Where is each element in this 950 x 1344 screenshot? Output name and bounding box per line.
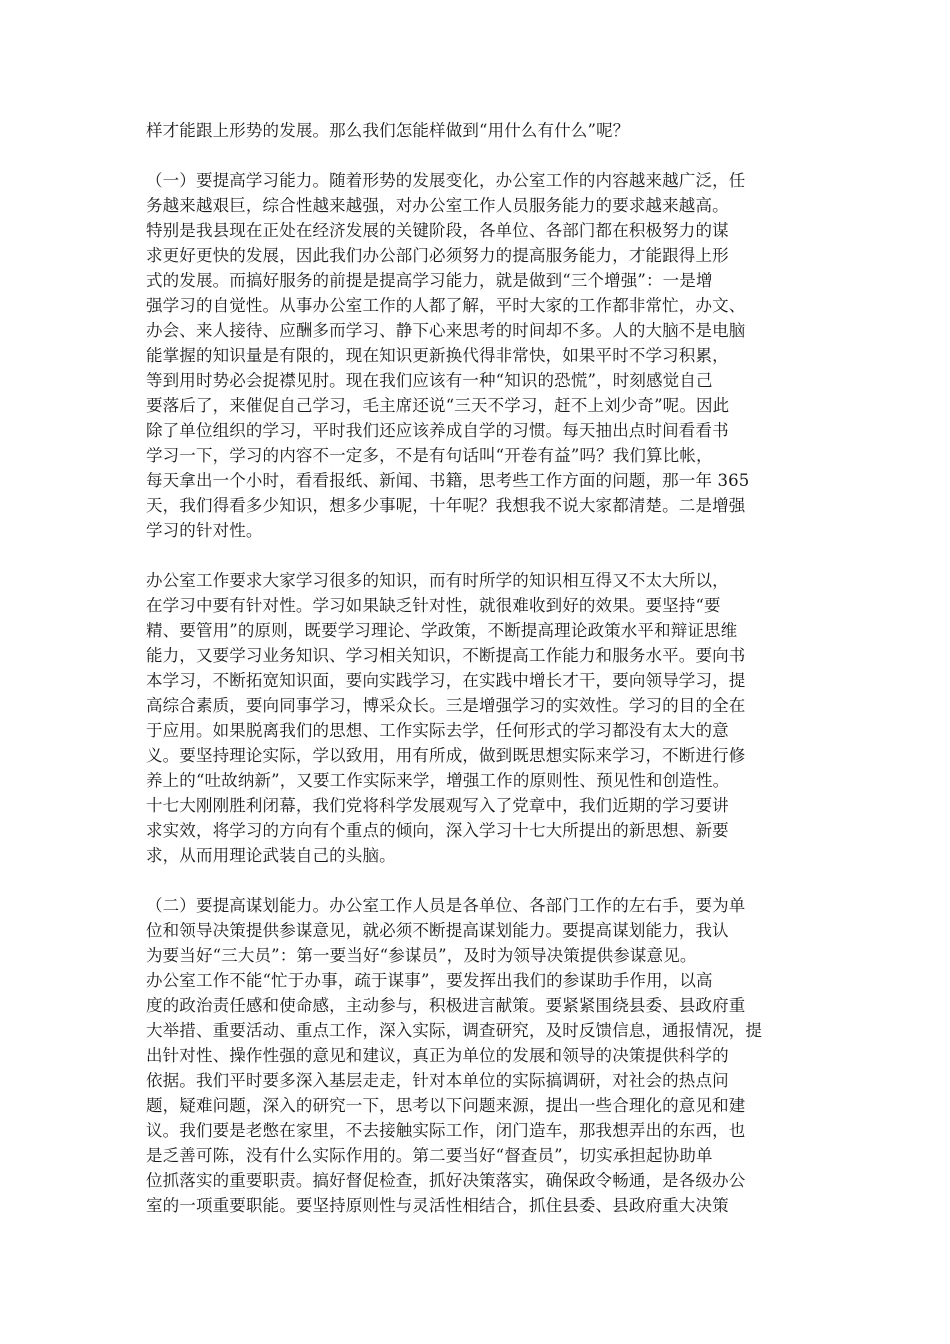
text-line: （二）要提高谋划能力。办公室工作人员是各单位、各部门工作的左右手，要为单	[146, 896, 746, 915]
text-line: （一）要提高学习能力。随着形势的发展变化，办公室工作的内容越来越广泛，任	[146, 171, 746, 190]
text-line: 依据。我们平时要多深入基层走走，针对本单位的实际搞调研，对社会的热点问	[146, 1071, 729, 1090]
text-line: 精、要管用”的原则，既要学习理论、学政策，不断提高理论政策水平和辩证思维	[146, 621, 738, 640]
paragraph	[146, 568, 814, 868]
text-line: 于应用。如果脱离我们的思想、工作实际去学，任何形式的学习都没有太大的意	[146, 721, 729, 740]
text-line: 办公室工作不能“忙于办事，疏于谋事”，要发挥出我们的参谋助手作用，以高	[146, 971, 713, 990]
text-line: 是乏善可陈，没有什么实际作用的。第二要当好“督查员”，切实承担起协助单	[146, 1146, 713, 1165]
text-line: 为要当好“三大员”：第一要当好“参谋员”，及时为领导决策提供参谋意见。	[146, 946, 697, 965]
text-line: 室的一项重要职能。要坚持原则性与灵活性相结合，抓住县委、县政府重大决策	[146, 1196, 729, 1215]
text-line: 在学习中要有针对性。学习如果缺乏针对性，就很难收到好的效果。要坚持“要	[146, 596, 721, 615]
paragraph	[146, 893, 814, 1218]
paragraph	[146, 168, 814, 543]
text-line: 大举措、重要活动、重点工作，深入实际，调查研究，及时反馈信息，通报情况，提	[146, 1021, 763, 1040]
text-line: 求更好更快的发展，因此我们办公部门必须努力的提高服务能力，才能跟得上形	[146, 246, 729, 265]
document-page	[146, 118, 814, 1218]
text-line: 位和领导决策提供参谋意见，就必须不断提高谋划能力。要提高谋划能力，我认	[146, 921, 729, 940]
text-line: 特别是我县现在正处在经济发展的关键阶段，各单位、各部门都在积极努力的谋	[146, 221, 729, 240]
text-line: 强学习的自觉性。从事办公室工作的人都了解，平时大家的工作都非常忙，办文、	[146, 296, 746, 315]
text-line: 办会、来人接待、应酬多而学习、静下心来思考的时间却不多。人的大脑不是电脑	[146, 321, 746, 340]
text-line: 度的政治责任感和使命感，主动参与，积极进言献策。要紧紧围绕县委、县政府重	[146, 996, 746, 1015]
text-line: 办公室工作要求大家学习很多的知识，而有时所学的知识相互得又不太大所以，	[146, 571, 729, 590]
text-line: 高综合素质，要向同事学习，博采众长。三是增强学习的实效性。学习的目的全在	[146, 696, 746, 715]
text-line: 题，疑难问题，深入的研究一下，思考以下问题来源，提出一些合理化的意见和建	[146, 1096, 746, 1115]
text-line: 学习的针对性。	[146, 521, 263, 540]
text-line: 样才能跟上形势的发展。那么我们怎能样做到“用什么有什么”呢？	[146, 121, 630, 140]
paragraph-gap	[146, 143, 814, 168]
text-line: 养上的“吐故纳新”，又要工作实际来学，增强工作的原则性、预见性和创造性。	[146, 771, 730, 790]
paragraph-gap	[146, 543, 814, 568]
text-line: 求，从而用理论武装自己的头脑。	[146, 846, 396, 865]
paragraph	[146, 118, 814, 143]
text-line: 议。我们要是老憋在家里，不去接触实际工作，闭门造车，那我想弄出的东西，也	[146, 1121, 746, 1140]
text-line: 学习一下，学习的内容不一定多，不是有句话叫“开卷有益”吗？我们算比帐，	[146, 446, 713, 465]
text-line: 位抓落实的重要职责。搞好督促检查，抓好决策落实，确保政令畅通，是各级办公	[146, 1171, 746, 1190]
text-line: 务越来越艰巨，综合性越来越强，对办公室工作人员服务能力的要求越来越高。	[146, 196, 729, 215]
paragraph-gap	[146, 868, 814, 893]
text-line: 义。要坚持理论实际，学以致用，用有所成，做到既思想实际来学习，不断进行修	[146, 746, 746, 765]
text-line: 能掌握的知识量是有限的，现在知识更新换代得非常快，如果平时不学习积累，	[146, 346, 729, 365]
text-line: 出针对性、操作性强的意见和建议，真正为单位的发展和领导的决策提供科学的	[146, 1046, 729, 1065]
text-line: 天，我们得看多少知识，想多少事呢，十年呢？我想我不说大家都清楚。二是增强	[146, 496, 746, 515]
text-line: 十七大刚刚胜利闭幕，我们党将科学发展观写入了党章中，我们近期的学习要讲	[146, 796, 729, 815]
text-line: 本学习，不断拓宽知识面，要向实践学习，在实践中增长才干，要向领导学习，提	[146, 671, 746, 690]
text-line: 能力，又要学习业务知识、学习相关知识，不断提高工作能力和服务水平。要向书	[146, 646, 746, 665]
text-line: 等到用时势必会捉襟见肘。现在我们应该有一种“知识的恐慌”，时刻感觉自己	[146, 371, 713, 390]
text-line: 每天拿出一个小时，看看报纸、新闻、书籍，思考些工作方面的问题，那一年 365	[146, 471, 750, 490]
text-line: 求实效，将学习的方向有个重点的倾向，深入学习十七大所提出的新思想、新要	[146, 821, 729, 840]
text-line: 除了单位组织的学习，平时我们还应该养成自学的习惯。每天抽出点时间看看书	[146, 421, 729, 440]
text-line: 要落后了，来催促自己学习，毛主席还说“三天不学习，赶不上刘少奇”呢。因此	[146, 396, 730, 415]
text-line: 式的发展。而搞好服务的前提是提高学习能力，就是做到“三个增强”：一是增	[146, 271, 713, 290]
